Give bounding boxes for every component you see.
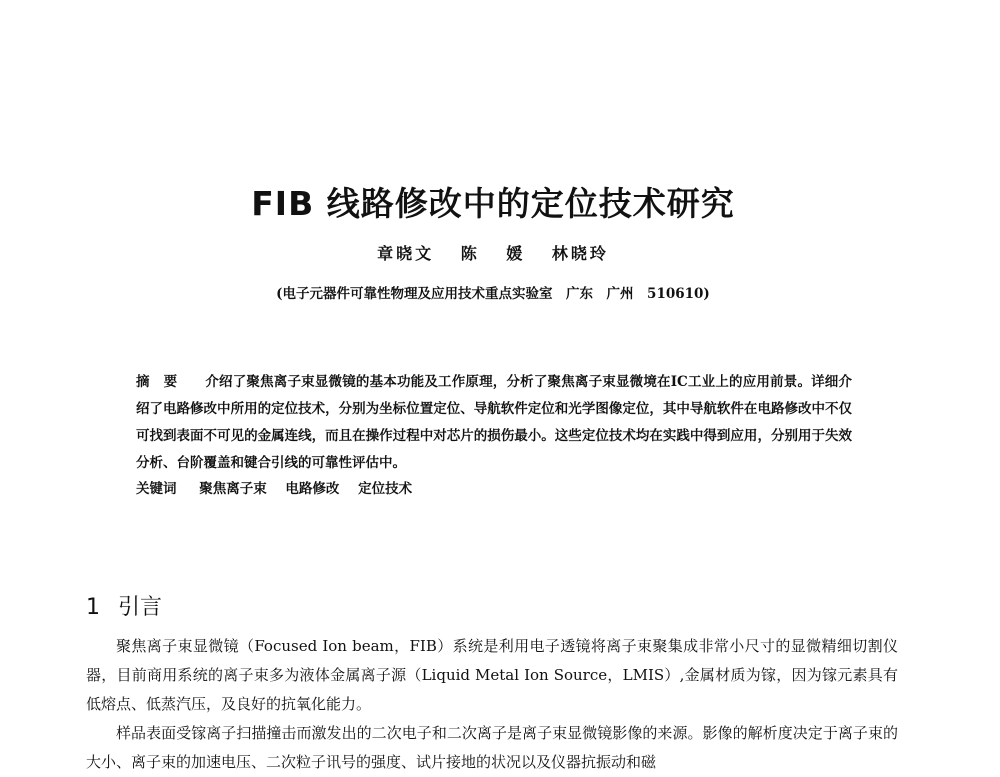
abstract-text: 介绍了聚焦离子束显微镜的基本功能及工作原理，分析了聚焦离子束显微境在IC工业上的应用前景。详细介绍了电路修改中所用的定位技术，分别为坐标位置定位、导航软件定位和光学图像定位，其中导航软件在电路修改中不仅可找到表面不可见的金属连线，而且在操作过程中对芯片的损伤最小。这些定位技术均在实践中得到应用，分别用于失效分析、台阶覆盖和键合引线的可靠性评估中。 xyxy=(136,374,852,471)
keywords-block xyxy=(136,477,852,497)
paper-authors: 章晓文 陈 媛 林晓玲 xyxy=(377,244,609,263)
section-heading xyxy=(86,590,162,621)
keyword: 定位技术 xyxy=(358,481,413,497)
body-paragraph: 样品表面受镓离子扫描撞击而激发出的二次电子和二次离子是离子束显微镜影像的来源。影像的解析度决定于离子束的大小、离子束的加速电压、二次粒子讯号的强度、试片接地的状况以及仪器抗振动和磁 xyxy=(86,724,898,771)
keyword: 聚焦离子束 xyxy=(199,481,267,497)
abstract-block xyxy=(136,369,852,477)
body-paragraph: 聚焦离子束显微镜（Focused Ion beam，FIB）系统是利用电子透镜将离子束聚集成非常小尺寸的显微精细切割仪器，目前商用系统的离子束多为液体金属离子源（Liquid Metal Ion Source，LMIS）,金属材质为镓，因为镓元素具有低熔点、低蒸汽压，及良好的抗氧化能力。 xyxy=(86,637,898,713)
paper-title: FIB 线路修改中的定位技术研究 xyxy=(251,184,735,223)
keywords-label: 关键词 xyxy=(136,481,177,497)
section-title: 引言 xyxy=(118,595,163,620)
keyword: 电路修改 xyxy=(285,481,340,497)
author-affiliation: (电子元器件可靠性物理及应用技术重点实验室 广东 广州 510610) xyxy=(276,286,710,302)
section-body xyxy=(86,632,898,777)
abstract-label: 摘要 xyxy=(136,374,192,390)
section-number: 1 xyxy=(86,595,100,620)
